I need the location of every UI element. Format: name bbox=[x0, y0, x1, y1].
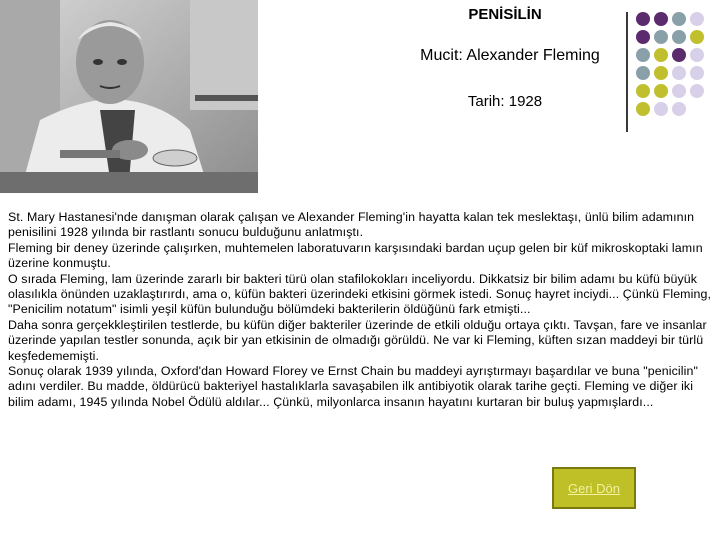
paragraph: Daha sonra gerçekkleştirilen testlerde, bu küfün diğer bakteriler üzerinde de etkili olduğu ortaya çıktı. Tavşan, fare ve insanlar üzerinde yapılan testler sonunda, açık bir yan etkisinin de olmadığı görüldü. Ne var ki Fleming, küften sızan maddeyi bir türlü keşfedememişti. bbox=[8, 317, 707, 363]
dot bbox=[636, 102, 650, 116]
dot bbox=[636, 66, 650, 80]
dot bbox=[690, 84, 704, 98]
dot bbox=[672, 30, 686, 44]
date-label: Tarih: 1928 bbox=[467, 93, 543, 110]
dot bbox=[636, 48, 650, 62]
paragraph: Fleming bir deney üzerinde çalışırken, muhtemelen laboratuvarın karşısındaki bardan uçup gelen bir küf mikroskoptaki lamın üzerine konmuştu. bbox=[8, 240, 703, 271]
dot bbox=[672, 66, 686, 80]
body-text bbox=[8, 210, 716, 410]
dot bbox=[672, 48, 686, 62]
dot bbox=[654, 84, 668, 98]
dot bbox=[690, 48, 704, 62]
paragraph: O sırada Fleming, lam üzerinde zararlı bir bakteri türü olan stafilokokları inceliyordu. Dikkatsiz bir bilim adamı bu küfü büyük olasılıkla önünden uzaklaştırırdı, ama o, küfün bakteri üzerindeki etkisini görmek istedi. Sonuç hayret inciydi... Çünkü Fleming, "Penicilim notatum" isimli yeşil küfün bulunduğu bölümdeki bakterilerin öldüğünü fark etmişti... bbox=[8, 271, 711, 317]
decorative-dots bbox=[632, 10, 720, 120]
inventor-label: Mucit: Alexander Fleming bbox=[420, 47, 600, 64]
dot bbox=[690, 66, 704, 80]
dot bbox=[672, 84, 686, 98]
page-title: PENİSİLİN bbox=[468, 6, 542, 23]
dot bbox=[636, 12, 650, 26]
dot bbox=[672, 102, 686, 116]
fleming-photo bbox=[0, 0, 258, 193]
paragraph: Sonuç olarak 1939 yılında, Oxford'dan Howard Florey ve Ernst Chain bu maddeyi ayrıştırmayı başardılar ve buna "penicilin" adını verdiler. Bu madde, öldürücü bakteriyel hastalıklarla savaşabilen ilk antibiyotik olarak tarihe geçti. Fleming ve diğer iki bilim adamı, 1945 yılında Nobel Ödülü aldılar... Çünkü, milyonlarca insanın hayatını kurtaran bir buluş yapmışlardı... bbox=[8, 364, 698, 409]
dot bbox=[654, 12, 668, 26]
paragraph: St. Mary Hastanesi'nde danışman olarak çalışan ve Alexander Fleming'in hayatta kalan tek meslektaşı, ünlü bilim adamının penisilini 1928 yılında bir rastlantı sonucu bulduğunu anlatmıştı. bbox=[8, 210, 695, 240]
divider-line bbox=[626, 12, 628, 132]
dot bbox=[690, 12, 704, 26]
dot bbox=[636, 30, 650, 44]
dot bbox=[654, 102, 668, 116]
dot bbox=[636, 84, 650, 98]
back-button[interactable]: Geri Dön bbox=[552, 467, 636, 509]
dot bbox=[654, 66, 668, 80]
dot bbox=[672, 12, 686, 26]
dot bbox=[654, 48, 668, 62]
dot bbox=[654, 30, 668, 44]
dot bbox=[690, 30, 704, 44]
